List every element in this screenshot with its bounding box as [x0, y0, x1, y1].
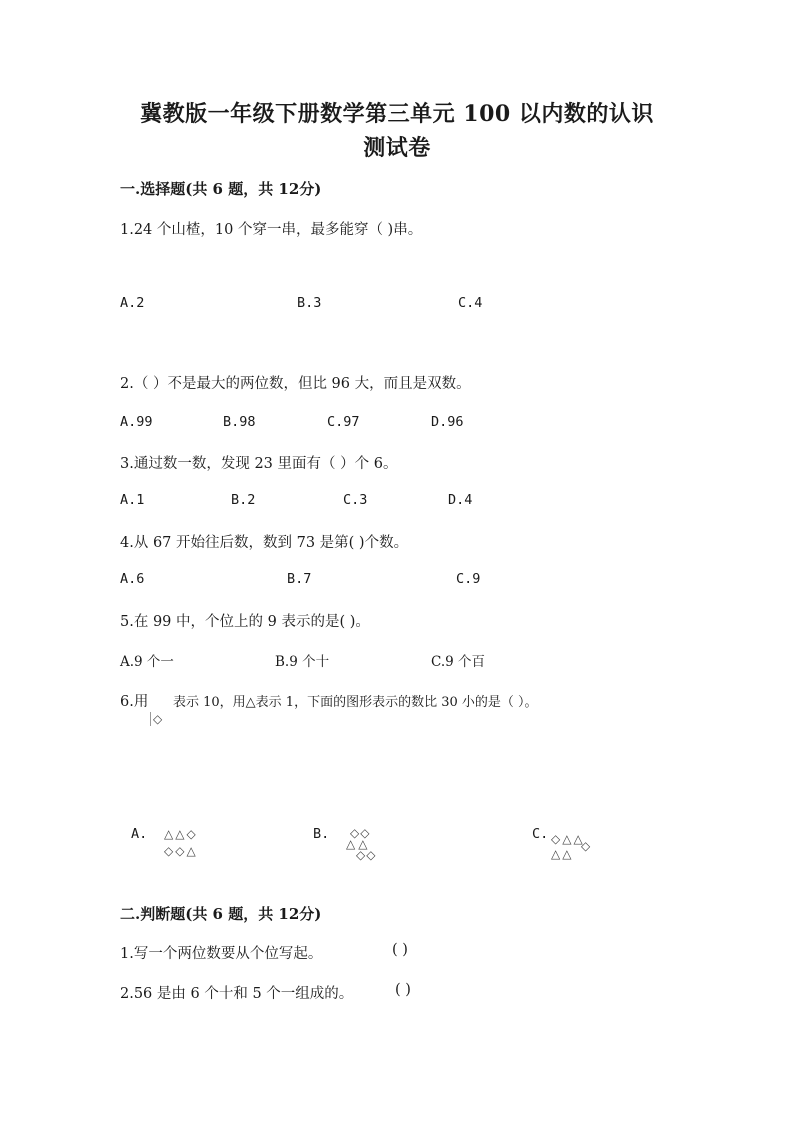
q6-option-c-shapes-extra: ◇	[581, 839, 591, 853]
q5-option-b: B.9 个十	[275, 654, 330, 670]
question-2: 2.（ ）不是最大的两位数，但比 96 大，而且是双数。	[120, 376, 471, 392]
q6-legend-box	[150, 712, 165, 726]
judgement-question-1: 1.写一个两位数要从个位写起。	[120, 946, 323, 962]
judgement-answer-2-bracket[interactable]: ( )	[395, 982, 411, 998]
page-title-line2: 测试卷	[363, 135, 431, 161]
q6-option-b-shapes-row1: ◇◇	[350, 826, 371, 840]
q6-option-b-shapes-row2: △△	[346, 837, 371, 851]
question-1: 1.24 个山楂，10 个穿一串，最多能穿（ )串。	[120, 222, 423, 238]
judgement-question-2: 2.56 是由 6 个十和 5 个一组成的。	[120, 986, 354, 1002]
page-title-line1: 冀教版一年级下册数学第三单元 100 以内数的认识	[140, 101, 654, 127]
q2-option-a: A.99	[120, 414, 153, 430]
q2-option-d: D.96	[431, 414, 464, 430]
q6-option-b-label: B.	[313, 826, 330, 842]
section-heading-choice: 一.选择题(共 6 题，共 12分)	[120, 180, 322, 198]
q3-option-d: D.4	[448, 492, 473, 508]
q6-option-a-shapes-row2: ◇◇△	[164, 844, 198, 858]
q4-option-b: B.7	[287, 571, 312, 587]
question-6-text: 表示 10，用△表示 1，下面的图形表示的数比 30 小的是（ ）。	[173, 695, 538, 710]
q6-option-c-label: C.	[532, 826, 549, 842]
question-4: 4.从 67 开始往后数，数到 73 是第( )个数。	[120, 535, 409, 551]
question-5: 5.在 99 中，个位上的 9 表示的是( )。	[120, 614, 370, 630]
q1-option-a: A.2	[120, 295, 145, 311]
q1-option-b: B.3	[297, 295, 322, 311]
q4-option-c: C.9	[456, 571, 481, 587]
q2-option-b: B.98	[223, 414, 256, 430]
q6-option-c-shapes-row2: △△	[551, 847, 574, 861]
q5-option-c: C.9 个百	[431, 654, 486, 670]
q3-option-a: A.1	[120, 492, 145, 508]
q2-option-c: C.97	[327, 414, 360, 430]
q6-option-a-shapes-row1: △△◇	[164, 827, 198, 841]
question-3: 3.通过数一数，发现 23 里面有（ ）个 6。	[120, 456, 398, 472]
q6-option-c-shapes-row1: ◇△△	[551, 832, 585, 846]
q6-option-a-label: A.	[131, 826, 148, 842]
q6-option-b-shapes-row3: ◇◇	[356, 848, 377, 862]
q3-option-c: C.3	[343, 492, 368, 508]
q1-option-c: C.4	[458, 295, 483, 311]
q3-option-b: B.2	[231, 492, 256, 508]
section-heading-judgement: 二.判断题(共 6 题，共 12分)	[120, 905, 322, 923]
diamond-icon: ◇	[153, 712, 163, 726]
judgement-answer-1-bracket[interactable]: ( )	[392, 942, 408, 958]
q4-option-a: A.6	[120, 571, 145, 587]
question-6-prefix: 6.用	[120, 694, 149, 710]
q5-option-a: A.9 个一	[120, 654, 174, 670]
